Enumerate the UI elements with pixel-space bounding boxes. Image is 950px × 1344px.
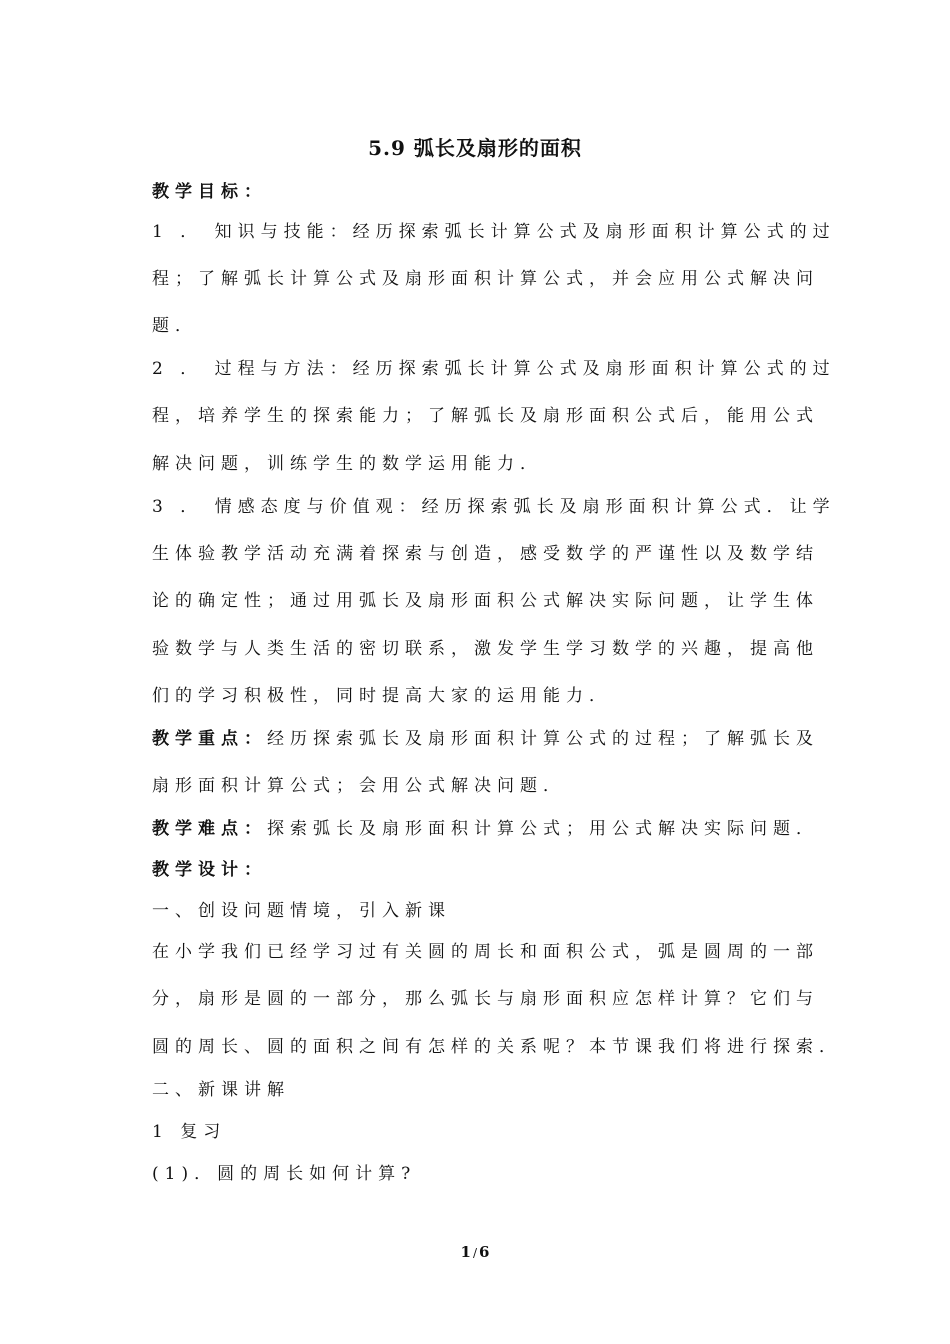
page-number (0, 1243, 950, 1261)
goal1-line3: 题． (152, 316, 198, 336)
goal3-line2: 生体验教学活动充满着探索与创造，感受数学的严谨性以及数学结 (152, 544, 819, 564)
page-current: 1 (460, 1243, 471, 1261)
document-title: 5.9 弧长及扇形的面积 (368, 136, 582, 160)
goal2-line1: 2 ． 过程与方法：经历探索弧长计算公式及扇形面积计算公式的过 (152, 359, 836, 379)
section1-line3: 圆的周长、圆的面积之间有怎样的关系呢？本节课我们将进行探索． (152, 1037, 842, 1057)
goals-heading: 教学目标： (152, 182, 267, 202)
section1-line2: 分，扇形是圆的一部分，那么弧长与扇形面积应怎样计算？它们与 (152, 989, 819, 1009)
difficult-points-label: 教学难点： (152, 819, 267, 839)
section2-question1: (1)．圆的周长如何计算? (152, 1164, 417, 1184)
section2-sub1: 1 复习 (152, 1122, 227, 1142)
design-heading: 教学设计： (152, 860, 267, 880)
key-points-line2: 扇形面积计算公式；会用公式解决问题． (152, 776, 566, 796)
goal1-line1: 1 ． 知识与技能：经历探索弧长计算公式及扇形面积计算公式的过 (152, 222, 836, 242)
goal3-line5: 们的学习积极性，同时提高大家的运用能力． (152, 686, 612, 706)
section1-line1: 在小学我们已经学习过有关圆的周长和面积公式，弧是圆周的一部 (152, 942, 819, 962)
difficult-points-text: 探索弧长及扇形面积计算公式；用公式解决实际问题． (267, 819, 819, 839)
goal2-line2: 程，培养学生的探索能力；了解弧长及扇形面积公式后，能用公式 (152, 406, 819, 426)
key-points-line1 (152, 727, 819, 751)
section1-heading: 一、创设问题情境，引入新课 (152, 901, 451, 921)
page-separator: / (472, 1246, 478, 1260)
key-points-text: 经历探索弧长及扇形面积计算公式的过程；了解弧长及 (267, 729, 819, 749)
section2-heading: 二、新课讲解 (152, 1080, 290, 1100)
goal1-line2: 程；了解弧长计算公式及扇形面积计算公式，并会应用公式解决问 (152, 269, 819, 289)
goal3-line4: 验数学与人类生活的密切联系，激发学生学习数学的兴趣，提高他 (152, 639, 819, 659)
goal3-line3: 论的确定性；通过用弧长及扇形面积公式解决实际问题，让学生体 (152, 591, 819, 611)
page-total: 6 (479, 1243, 490, 1261)
goal3-line1: 3 ． 情感态度与价值观：经历探索弧长及扇形面积计算公式．让学 (152, 497, 836, 517)
difficult-points-line (152, 817, 819, 841)
key-points-label: 教学重点： (152, 729, 267, 749)
goal2-line3: 解决问题，训练学生的数学运用能力． (152, 454, 543, 474)
